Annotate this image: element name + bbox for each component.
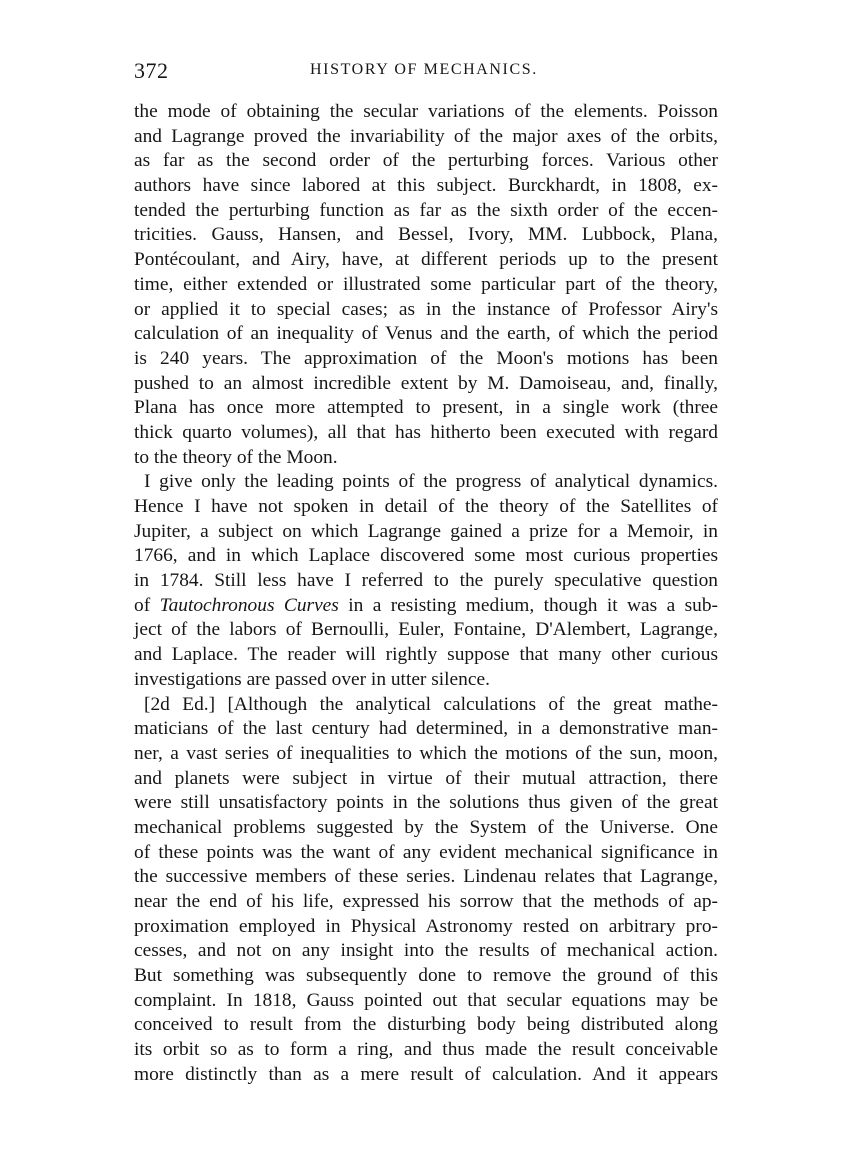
text-line: Pontécoulant, and Airy, have, at different periods up to the present	[134, 249, 718, 271]
running-head	[134, 58, 718, 86]
text-line: is 240 years. The approximation of the Moon's motions has been	[134, 347, 718, 369]
text-line: maticians of the last century had determined, in a demonstrative man-	[134, 718, 718, 740]
text-line: near the end of his life, expressed his sorrow that the methods of ap-	[134, 891, 718, 912]
paragraph	[134, 100, 718, 470]
text-line: proximation employed in Physical Astronomy rested on arbitrary pro-	[134, 915, 718, 937]
text-line: 1766, and in which Laplace discovered some most curious properties	[134, 545, 718, 567]
text-line: more distinctly than as a mere result of calculation. And it appears	[134, 1063, 718, 1085]
text-line: as far as the second order of the perturbing forces. Various other	[134, 150, 718, 172]
text-line: were still unsatisfactory points in the solutions thus given of the great	[134, 792, 718, 814]
text-line: ner, a vast series of inequalities to which the motions of the sun, moon,	[134, 742, 718, 764]
text-line: Plana has once more attempted to present, in a single work (three	[134, 397, 718, 419]
paragraph	[134, 470, 718, 692]
text-line: to the theory of the Moon.	[134, 446, 338, 468]
text-line: and planets were subject in virtue of their mutual attraction, there	[134, 767, 718, 789]
text-line: in 1784. Still less have I referred to the purely speculative question	[134, 570, 718, 592]
text-line: tended the perturbing function as far as the sixth order of the eccen-	[134, 199, 718, 221]
text-line: mechanical problems suggested by the System of the Universe. One	[134, 816, 718, 838]
text-line: calculation of an inequality of Venus and the earth, of which the period	[134, 323, 718, 345]
text-line: complaint. In 1818, Gauss pointed out that secular equations may be	[134, 989, 718, 1011]
italic-term: Tautochronous Curves	[159, 594, 339, 616]
text-line: of Tautochronous Curves in a resisting medium, though it was a sub-	[134, 594, 718, 616]
body-text	[134, 100, 718, 1088]
text-line: conceived to result from the disturbing body being distributed along	[134, 1014, 718, 1036]
page-number: 372	[134, 58, 169, 83]
text-line: the successive members of these series. Lindenau relates that Lagrange,	[134, 866, 718, 888]
text-line: But something was subsequently done to remove the ground of this	[134, 965, 718, 987]
text-line: investigations are passed over in utter silence.	[134, 668, 490, 690]
text-line: Jupiter, a subject on which Lagrange gained a prize for a Memoir, in	[134, 520, 718, 542]
text-line: tricities. Gauss, Hansen, and Bessel, Ivory, MM. Lubbock, Plana,	[134, 224, 718, 246]
paragraph	[134, 693, 718, 1088]
running-title: HISTORY OF MECHANICS.	[310, 61, 538, 78]
text-line: I give only the leading points of the progress of analytical dynamics.	[144, 471, 718, 493]
text-line: cesses, and not on any insight into the results of mechanical action.	[134, 940, 718, 962]
text-line: Hence I have not spoken in detail of the theory of the Satellites of	[134, 496, 718, 517]
text-line: thick quarto volumes), all that has hitherto been executed with regard	[134, 421, 718, 443]
text-line: [2d Ed.] [Although the analytical calculations of the great mathe-	[144, 693, 718, 715]
text-line: or applied it to special cases; as in the instance of Professor Airy's	[134, 298, 718, 320]
text-line: and Lagrange proved the invariability of the major axes of the orbits,	[134, 125, 718, 147]
text-line: the mode of obtaining the secular variations of the elements. Poisson	[134, 101, 718, 122]
text-line: its orbit so as to form a ring, and thus made the result conceivable	[134, 1039, 718, 1061]
text-line: authors have since labored at this subject. Burckhardt, in 1808, ex-	[134, 175, 718, 197]
text-line: time, either extended or illustrated some particular part of the theory,	[134, 273, 718, 295]
text-line: pushed to an almost incredible extent by M. Damoiseau, and, finally,	[134, 372, 718, 394]
text-line: ject of the labors of Bernoulli, Euler, Fontaine, D'Alembert, Lagrange,	[134, 619, 718, 641]
text-line: of these points was the want of any evident mechanical significance in	[134, 841, 718, 863]
text-line: and Laplace. The reader will rightly suppose that many other curious	[134, 644, 718, 666]
